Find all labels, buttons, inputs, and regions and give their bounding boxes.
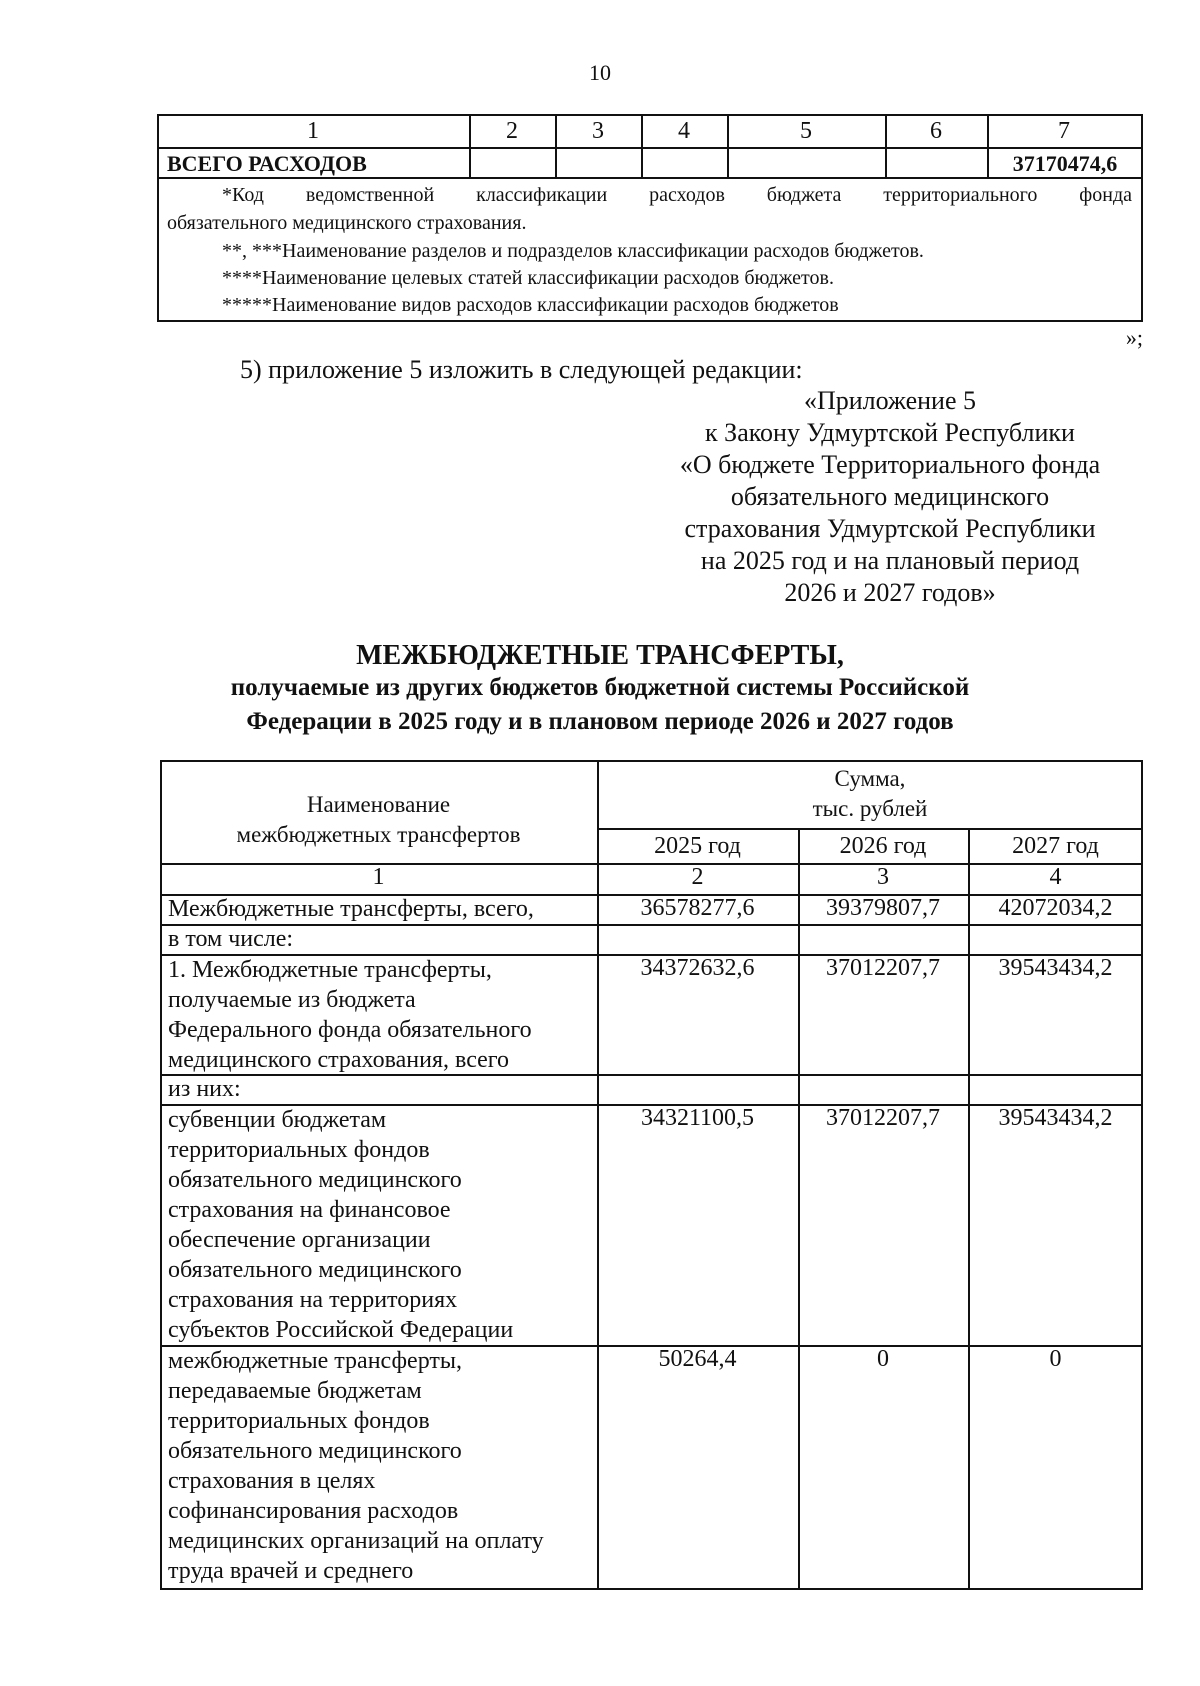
transfers-table xyxy=(160,760,1143,1590)
total-expenses-label: ВСЕГО РАСХОДОВ xyxy=(167,151,367,176)
header-year: 2027 год xyxy=(1012,833,1099,859)
appendix-line: страхования Удмуртской Республики xyxy=(684,514,1096,543)
col-number: 4 xyxy=(1049,864,1062,890)
row-name: межбюджетные трансферты, передаваемые бюджетам территориальных фондов обязательного медицинского страхования в целях софинансирования расходов медицинских организаций на оплату труда врачей и среднего xyxy=(168,1348,544,1584)
footnote: *****Наименование видов расходов классификации расходов бюджетов xyxy=(222,294,839,316)
document-subtitle: получаемые из других бюджетов бюджетной системы Российской xyxy=(230,674,970,701)
col-number: 5 xyxy=(800,118,812,144)
row-name: 1. Межбюджетные трансферты, получаемые из бюджета Федерального фонда обязательного медицинского страхования, всего xyxy=(168,957,532,1073)
footnote: **, ***Наименование разделов и подразделов классификации расходов бюджетов. xyxy=(222,240,924,262)
appendix-line: «Приложение 5 xyxy=(803,386,977,415)
row-value-2025: 34321100,5 xyxy=(640,1105,755,1131)
footnote: обязательного медицинского страхования. xyxy=(167,212,527,234)
row-name: в том числе: xyxy=(168,926,294,952)
header-year: 2025 год xyxy=(654,833,741,859)
row-value-2027: 42072034,2 xyxy=(998,895,1113,921)
appendix-line: обязательного медицинского xyxy=(730,482,1050,511)
row-value-2025: 36578277,6 xyxy=(640,895,755,921)
page-number: 10 xyxy=(589,60,611,85)
header-sum: Сумма, тыс. рублей xyxy=(812,766,928,821)
expenses-table-end xyxy=(157,114,1143,322)
row-value-2026: 39379807,7 xyxy=(826,895,940,921)
row-value-2026: 37012207,7 xyxy=(826,955,940,981)
row-value-2026: 0 xyxy=(877,1346,889,1372)
appendix-line: к Закону Удмуртской Республики xyxy=(705,418,1075,447)
row-name: из них: xyxy=(168,1076,241,1102)
header-name: Наименование межбюджетных трансфертов xyxy=(236,792,521,847)
col-number: 6 xyxy=(930,118,942,144)
col-number: 1 xyxy=(372,864,385,890)
row-name: Межбюджетные трансферты, всего, xyxy=(168,896,534,922)
row-value-2026: 37012207,7 xyxy=(826,1105,940,1131)
total-expenses-value: 37170474,6 xyxy=(1012,151,1118,176)
footnote: *Код ведомственной классификации расходов бюджета территориального фонда xyxy=(222,184,1132,206)
appendix-line: на 2025 год и на плановый период xyxy=(700,546,1080,575)
row-value-2025: 34372632,6 xyxy=(640,955,755,981)
appendix-line: «О бюджете Территориального фонда xyxy=(679,450,1101,479)
amendment-line: 5) приложение 5 изложить в следующей редакции: xyxy=(240,355,803,384)
header-year: 2026 год xyxy=(839,833,927,859)
col-number: 2 xyxy=(506,118,518,144)
closing-quote: »; xyxy=(1125,325,1143,350)
document-subtitle: Федерации в 2025 году и в плановом периоде 2026 и 2027 годов xyxy=(246,708,954,735)
col-number: 3 xyxy=(877,864,889,890)
col-number: 1 xyxy=(307,118,319,144)
col-number: 3 xyxy=(592,118,604,144)
col-number: 4 xyxy=(678,118,690,144)
row-name: субвенции бюджетам территориальных фондов обязательного медицинского страхования на финансовое обеспечение организации обязательного медицинского страхования на территориях субъектов Российской Федерации xyxy=(168,1107,514,1343)
row-value-2027: 39543434,2 xyxy=(998,955,1113,981)
row-value-2027: 39543434,2 xyxy=(998,1105,1113,1131)
appendix-line: 2026 и 2027 годов» xyxy=(784,578,996,607)
row-value-2025: 50264,4 xyxy=(658,1346,737,1372)
row-value-2027: 0 xyxy=(1049,1346,1062,1372)
document-title: МЕЖБЮДЖЕТНЫЕ ТРАНСФЕРТЫ, xyxy=(356,640,844,671)
footnote: ****Наименование целевых статей классификации расходов бюджетов. xyxy=(222,267,834,289)
col-number: 7 xyxy=(1058,118,1070,144)
col-number: 2 xyxy=(691,864,704,890)
